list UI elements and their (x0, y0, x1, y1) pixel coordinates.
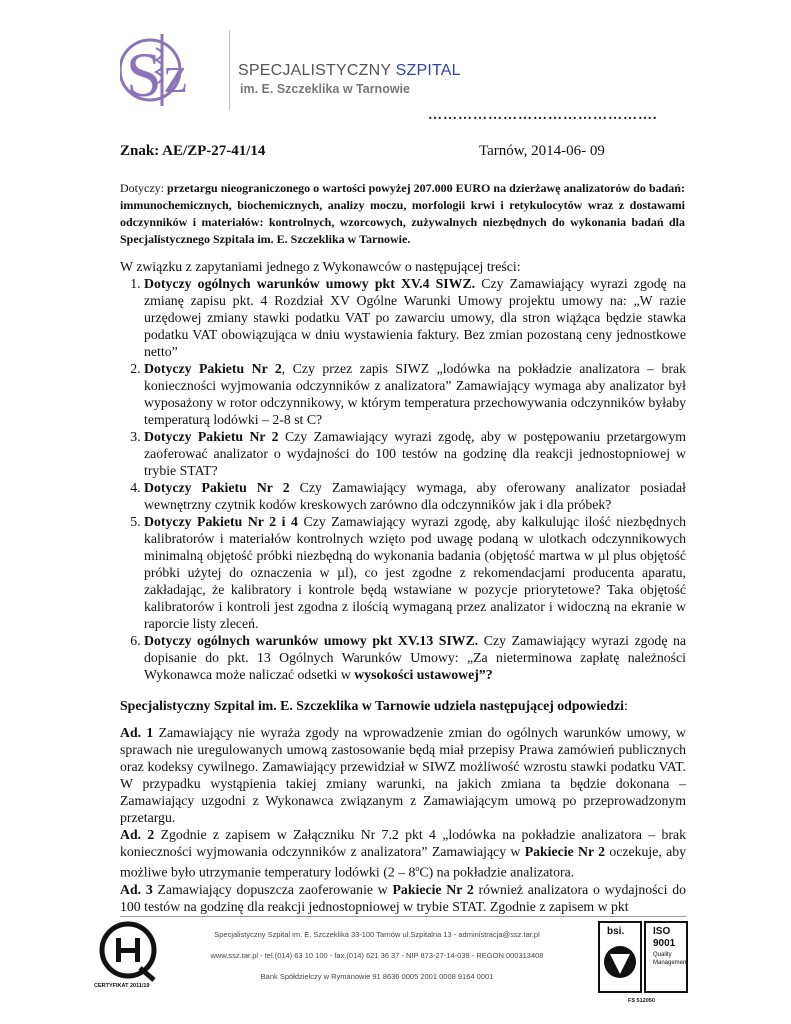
footer-bank: Bank Spółdzielczy w Rymanowie 91 8636 0005 2001 0008 9164 0001 (260, 972, 494, 981)
list-item: 2. Dotyczy Pakietu Nr 2, Czy przez zapis SIWZ „lodówka na pokładzie analizatora – brak konieczności wyjmowania odczynników z analizatora” Zamawiający wymaga aby analizator był wyposażony w rotor odczynnikowy, w którym temperatura przechowywania odczynników byłaby temperaturą lodówki – 2-8 st C? (144, 360, 686, 428)
bsi-iso-logo (595, 920, 690, 995)
iso-management: Management (653, 960, 689, 966)
footer-address: Specjalistyczny Szpital im. E. Szczeklika 33-100 Tarnów ul.Szpitalna 13 - administracja@ssz.tar.pl (214, 930, 540, 939)
iso-quality: Quality (653, 952, 672, 958)
answer-heading: Specjalistyczny Szpital im. E. Szczeklika w Tarnowie udziela następującej odpowiedzi: (120, 698, 628, 713)
org-name: SPECJALISTYCZNY SZPITAL (238, 62, 461, 79)
bsi-text: bsi. (607, 926, 625, 937)
certificate-label: CERTYFIKAT 2011/19 (94, 983, 150, 989)
org-subtitle: im. E. Szczeklika w Tarnowie (240, 82, 410, 96)
document-date: Tarnów, 2014-06- 09 (479, 143, 605, 159)
question-list (120, 275, 686, 683)
svg-text:z: z (164, 47, 188, 104)
list-item: 6. Dotyczy ogólnych warunków umowy pkt XV.13 SIWZ. Czy Zamawiający wyrazi zgodę na dopisanie do pkt. 13 Ogólnych Warunków Umowy: „Za nieterminowa zapłatę należności Wykonawca może naliczać odsetki w wysokości ustawowej”? (144, 632, 686, 683)
svg-text:S: S (126, 39, 162, 110)
intro-text: W związku z zapytaniami jednego z Wykonawców o następującej treści: (120, 259, 521, 274)
iso-text: ISO (653, 926, 671, 937)
footer-divider (120, 916, 686, 917)
footer-contact: www.ssz.tar.pl - tel.(014) 63 10 100 - fax.(014) 621 36 37 - NIP 873-27-14-039 - REGON 000313408 (210, 951, 544, 960)
logo-divider (229, 30, 230, 110)
list-item: 4. Dotyczy Pakietu Nr 2 Czy Zamawiający wymaga, aby oferowany analizator posiadał wewnętrzny czytnik kodów kreskowych zarówno dla odczynników jak i dla próbek? (144, 479, 686, 513)
document-body (120, 258, 686, 915)
answer-paragraph: Ad. 2 Zgodnie z zapisem w Załączniku Nr 7.2 pkt 4 „lodówka na pokładzie analizatora – brak konieczności wyjmowania odczynników z analizatora” Zamawiający w Pakiecie Nr 2 oczekuje, aby możliwe było utrzymanie temperatury lodówki (2 – 8$^o$C) na pokładzie analizatora. (120, 827, 687, 880)
subject-paragraph: Dotyczy: przetargu nieograniczonego o wartości powyżej 207.000 EURO na dzierżawę analizatorów do badań: immunochemicznych, biochemicznych, analizy moczu, morfologii krwi i retykulocytów wraz z dostawami odczynników i materiałów: kontrolnych, wzorcowych, zużywalnych niezbędnych do wykonania badań dla Specjalistycznego Szpitala im. E. Szczeklika w Tarnowie. (120, 181, 685, 246)
reference-number: Znak: AE/ZP-27-41/14 (120, 143, 266, 159)
list-item: 5. Dotyczy Pakietu Nr 2 i 4 Czy Zamawiający wyrazi zgodę, aby kalkulując ilość niezbędnych kalibratorów i materiałów kontrolnych wzięto pod uwagę podaną w ulotkach odczynnikowych minimalną objętość próbki niezbędną do wykonania badania (objętość martwa w µl plus objętość próbki użytej do oznaczenia w µl), co jest zgodne z rekomendacjami producenta aparatu, zakładając, że kalibratory i kontrole będą wstawiane w pozycje priorytetowe? Taka objętość kalibratorów i kontroli jest zgodna z ilością wymaganą przez analizator i widoczną na ekranie w raporcie listy zleceń. (144, 513, 686, 632)
iso-number: 9001 (653, 938, 676, 949)
answer-paragraph: Ad. 3 Zamawiający dopuszcza zaoferowanie w Pakiecie Nr 2 również analizatora o wydajności do 100 testów na godzinę dla reakcji jednostopniowej w trybie STAT. Zgodnie z zapisem w pkt (120, 881, 686, 914)
answer-paragraph: Ad. 1 Zamawiający nie wyraża zgody na wprowadzenie zmian do ogólnych warunków umowy, w sprawach nie uregulowanych umową zastosowanie będą miał przepisy Prawa zamówień publicznych oraz kodeksy cywilnego. Zamawiający przewidział w SIWZ możliwość wzrostu stawki podatku VAT. W przypadku wystąpienia takiej zmiany warunki, na jakich zmiana ta będzie dokonana – Zamawiający uzgodni z Wykonawca związanym z Zamawiającym umową po przeprowadzonym przetargu. (120, 725, 686, 825)
signature-dots: ………………………………………. (428, 108, 658, 123)
hospital-logo (120, 30, 220, 110)
list-item: 3. Dotyczy Pakietu Nr 2 Czy Zamawiający wyrazi zgodę, aby w postępowaniu przetargowym zaoferować analizator o wydajności do 100 testów na godzinę dla reakcji jednostopniowej w trybie STAT? (144, 428, 686, 479)
fs-code: FS 512050 (628, 998, 655, 1004)
list-item: 1. Dotyczy ogólnych warunków umowy pkt XV.4 SIWZ. Czy Zamawiający wyrazi zgodę na zmianę zapisu pkt. 4 Rozdział XV Ogólne Warunki Umowy projektu umowy na: „W razie urzędowej zmiany stawki podatku VAT po zawarciu umowy, dla stron wiążąca będzie stawka podatku VAT obowiązująca w dniu wystawienia faktury. Bez zmian pozostaną ceny jednostkowe netto” (144, 275, 686, 360)
